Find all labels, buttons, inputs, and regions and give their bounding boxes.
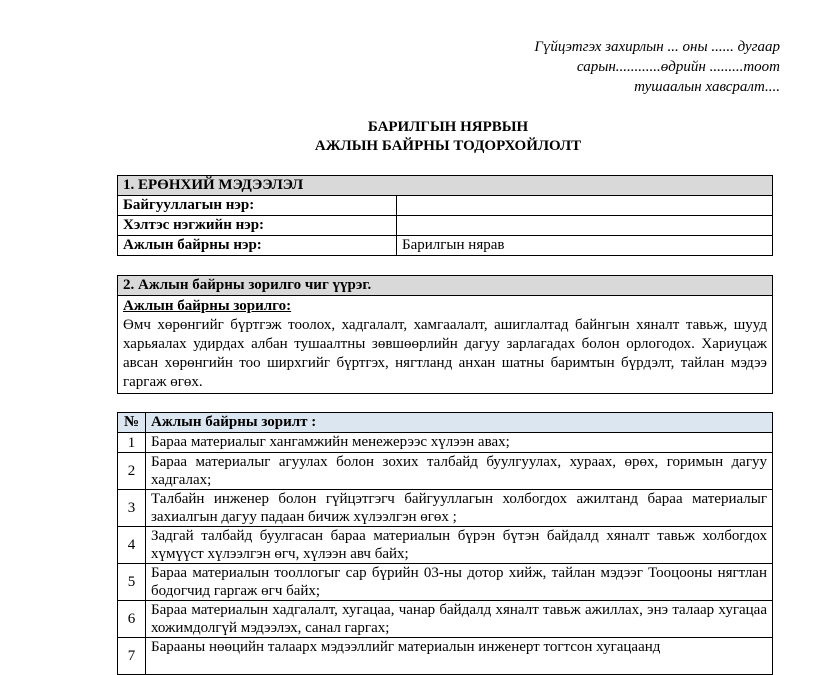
task-number: 7 <box>118 638 146 675</box>
approval-note <box>534 37 780 97</box>
table-row <box>118 601 773 638</box>
column-header-task: Ажлын байрны зорилт : <box>146 413 773 433</box>
job-tasks-table <box>117 412 773 675</box>
document-title-line-2: АЖЛЫН БАЙРНЫ ТОДОРХОЙЛОЛТ <box>314 138 582 154</box>
task-number: 2 <box>118 453 146 490</box>
task-text: Барааны нөөцийн талаарх мэдээллийг материалын инженерт тогтсон хугацаанд <box>146 638 773 675</box>
task-number: 5 <box>118 564 146 601</box>
approval-note-line-3: тушаалын хавсралт.... <box>634 79 780 95</box>
task-number: 4 <box>118 527 146 564</box>
job-purpose-heading: 2. Ажлын байрны зорилго чиг үүрэг. <box>118 276 773 296</box>
organization-name-value <box>397 196 773 216</box>
task-number: 3 <box>118 490 146 527</box>
table-row <box>118 216 773 236</box>
job-purpose-label: Ажлын байрны зорилго: <box>123 298 292 314</box>
task-text: Бараа материалыг агуулах болон зохих талбайд буулгуулах, хураах, өрөх, горимын дагуу хадгалах; <box>146 453 773 490</box>
table-row <box>118 236 773 256</box>
approval-note-line-1: Гүйцэтгэх захирлын ... оны ...... дугаар <box>534 39 780 55</box>
department-name-value <box>397 216 773 236</box>
table-row <box>118 453 773 490</box>
task-text: Задгай талбайд буулгасан бараа материалын бүрэн бүтэн байдалд хяналт тавьж холбогдох хүмүүст хүлээлгэн өгч, хүлээн авч байх; <box>146 527 773 564</box>
task-number: 1 <box>118 433 146 453</box>
job-purpose-text: Өмч хөрөнгийг бүртгэж тоолох, хадгалалт, хамгаалалт, ашиглалтад байнгын хяналт тавьж, шууд харьяалах удирдах албан тушаалтны зөвшөөрлийн дагуу зарлагадах болон орлогодох. Хариуцаж авсан хөрөнгийн тоо ширхгийг бүртгэх, нягтланд анхан шатны баримтын бүрдэлт, тайлан мэдээ гаргаж өгөх. <box>123 317 767 390</box>
task-text: Бараа материалын хадгалалт, хугацаа, чанар байдалд хяналт тавьж ажиллах, энэ талаар хугацаа хожимдолгүй мэдээлэх, санал гаргах; <box>146 601 773 638</box>
task-text: Бараа материалын тооллогыг сар бүрийн 03-ны дотор хийж, тайлан мэдээг Тооцооны нягтлан бодогчид гаргаж өгч байх; <box>146 564 773 601</box>
column-header-number: № <box>118 413 146 433</box>
job-purpose-cell <box>118 296 773 394</box>
table-row <box>118 490 773 527</box>
department-name-label: Хэлтэс нэгжийн нэр: <box>118 216 397 236</box>
general-info-table <box>117 175 773 256</box>
table-row <box>118 196 773 216</box>
task-text: Бараа материалыг хангамжийн менежерээс хүлээн авах; <box>146 433 773 453</box>
approval-note-line-2: сарын............өдрийн .........тоот <box>576 59 780 75</box>
job-title-label: Ажлын байрны нэр: <box>118 236 397 256</box>
table-row <box>118 433 773 453</box>
general-info-heading: 1. ЕРӨНХИЙ МЭДЭЭЛЭЛ <box>118 176 773 196</box>
table-row <box>118 564 773 601</box>
task-number: 6 <box>118 601 146 638</box>
job-title-value: Барилгын нярав <box>397 236 773 256</box>
table-row <box>118 638 773 675</box>
job-purpose-table <box>117 275 773 394</box>
document-title-line-1: БАРИЛГЫН НЯРВЫН <box>367 119 529 135</box>
document-title <box>0 118 826 156</box>
task-text: Талбайн инженер болон гүйцэтгэгч байгууллагын холбогдох ажилтанд бараа материалыг захиалгын дагуу падаан бичиж хүлээлгэн өгөх ; <box>146 490 773 527</box>
table-row <box>118 527 773 564</box>
organization-name-label: Байгууллагын нэр: <box>118 196 397 216</box>
